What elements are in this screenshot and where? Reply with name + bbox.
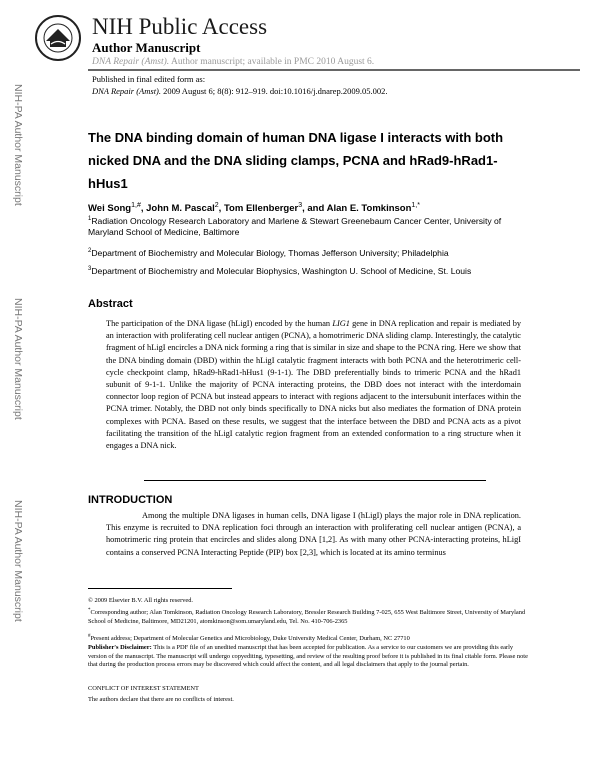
author-name: Alan E. Tomkinson (326, 203, 412, 215)
abstract-text-rest: gene in DNA replication and repair is mediated by an interaction with proliferating cell nuclear antigen (PCNA), a homotrimeric DNA sliding clamp. Interestingly, the catalytic fragment of hLigI encircles a DNA nick forming a ring that is similar in size and shape to the PCNA ring. Here we show that the DNA binding domain (DBD) within the hLigI catalytic fragment interacts with both PCNA and the heterotrimeric cell-cycle checkpoint clamp, hRad9-hRad1-hHus1 (9-1-1). The DBD preferentially binds to trimeric PCNA and the hRad1 subunit of 9-1-1. Unlike the majority of PCNA interacting proteins, the DBD does not interact with the interdomain connector loop region of PCNA but instead appears to interact with regions adjacent to the intersubunit interfaces within the PCNA trimer. Notably, the DBD not only binds specifically to DNA nicks but also mediates the formation of DNA protein complexes with PCNA. Based on these results, we suggest that the interface between the DBD and PCNA acts as a pivot facilitating the transition of the hLigI catalytic region fragment from an extended conformation to a ring structure when it engages a DNA nick. (106, 319, 521, 451)
present-address-note (88, 633, 528, 644)
abstract-gene-name: LIG1 (332, 319, 350, 328)
affiliation-text: Radiation Oncology Research Laboratory and Marlene & Stewart Greenebaum Cancer Center, University of Maryland School of Medicine, Baltimore (88, 215, 502, 238)
affiliation-1 (88, 214, 528, 239)
author-list: Wei Song$^{1,\#}$, John M. Pascal$^2$, Tom Ellenberger$^3$, and Alan E. Tomkinson$^{1,*}$ (88, 202, 420, 215)
affiliation-3 (88, 264, 528, 277)
author-name: Wei Song (88, 203, 132, 215)
affiliation-num: 2 (88, 248, 92, 254)
affiliation-num: 1 (88, 216, 92, 222)
affiliation-text: Department of Biochemistry and Molecular Biophysics, Washington U. School of Medicine, St. Louis (91, 265, 472, 276)
abstract-body (106, 318, 521, 452)
availability-line (92, 56, 374, 68)
abstract-text-start: The participation of the DNA ligase (hLigI) encoded by the human (106, 319, 333, 328)
citation-line (92, 86, 387, 97)
affiliation-text: Department of Biochemistry and Molecular Biology, Thomas Jefferson University; Philadelphia (91, 247, 449, 258)
author-sup: 1,* (411, 202, 420, 209)
author-sup: 1,# (131, 202, 141, 209)
author-name: Tom Ellenberger (223, 203, 299, 215)
author-manuscript-label: Author Manuscript (92, 40, 201, 55)
side-watermark-top: NIH-PA Author Manuscript (12, 84, 24, 206)
disclaimer-label: Publisher's Disclaimer: (88, 644, 152, 651)
side-watermark-middle: NIH-PA Author Manuscript (12, 298, 24, 420)
header-divider (88, 69, 580, 71)
corresponding-author-note (88, 607, 528, 626)
affiliation-2 (88, 246, 528, 259)
published-line: Published in final edited form as: (92, 74, 206, 84)
footnote-marker: # (88, 634, 91, 639)
availability-journal: DNA Repair (Amst). (92, 57, 170, 67)
author-name: John M. Pascal (146, 203, 215, 215)
coi-heading: CONFLICT OF INTEREST STATEMENT (88, 685, 199, 692)
paper-title: The DNA binding domain of human DNA ligase I interacts with both nicked DNA and the DNA sliding clamps, PCNA and hRad9-hRad1-hHus1 (88, 130, 504, 191)
copyright-note: © 2009 Elsevier B.V. All rights reserved. (88, 597, 194, 604)
footnote-divider (88, 588, 232, 589)
footnote-text: Present address; Department of Molecular Genetics and Microbiology, Duke University Medical Center, Durham, NC 27710 (90, 635, 410, 643)
footnote-marker: * (88, 608, 91, 613)
availability-text: Author manuscript; available in PMC 2010 August 6. (169, 57, 375, 67)
abstract-divider (144, 480, 486, 481)
publisher-disclaimer (88, 644, 528, 670)
abstract-heading: Abstract (88, 298, 133, 310)
affiliation-num: 3 (88, 266, 92, 272)
disclaimer-text: This is a PDF file of an unedited manuscript that has been accepted for publication. As a service to our customers we are providing this early version of the manuscript. The manuscript will undergo copyediting, typesetting, and review of the resulting proof before it is published in its final citable form. Please note that during the production process errors may be discovered which could affect the content, and all legal disclaimers that apply to the journal pertain. (88, 644, 528, 669)
footnote-text: Corresponding author; Alan Tomkinson, Radiation Oncology Research Laboratory, Bressler Research Building 7-025, 655 West Baltimore Street, University of Maryland School of Medicine, Baltimore, MD21201, atomkinson@som.umaryland.edu, Tel. No. 410-706-2365 (88, 609, 526, 625)
author-sup: 2 (214, 202, 219, 209)
introduction-heading: INTRODUCTION (88, 494, 173, 506)
side-watermark-bottom: NIH-PA Author Manuscript (12, 500, 24, 622)
coi-text: The authors declare that there are no conflicts of interest. (88, 696, 234, 703)
introduction-body: Among the multiple DNA ligases in human cells, DNA ligase I (hLigI) plays the major role in DNA replication. This enzyme is recruited to DNA replication foci through an interaction with proliferating cell nuclear antigen (PCNA), a homotrimeric ring protein that encircles and slides along DNA [1,2]. As with many other PCNA-interacting proteins, hLigI contains a conserved PCNA Interacting Peptide (PIP) box [2,3], which is located at its amino terminus (106, 511, 521, 557)
author-sup: 3 (298, 202, 303, 209)
nih-public-access-title: NIH Public Access (92, 14, 268, 39)
nih-seal-logo (34, 14, 82, 62)
citation-journal: DNA Repair (Amst). (92, 86, 162, 96)
citation-details: 2009 August 6; 8(8): 912–919. doi:10.1016/j.dnarep.2009.05.002. (161, 86, 388, 96)
